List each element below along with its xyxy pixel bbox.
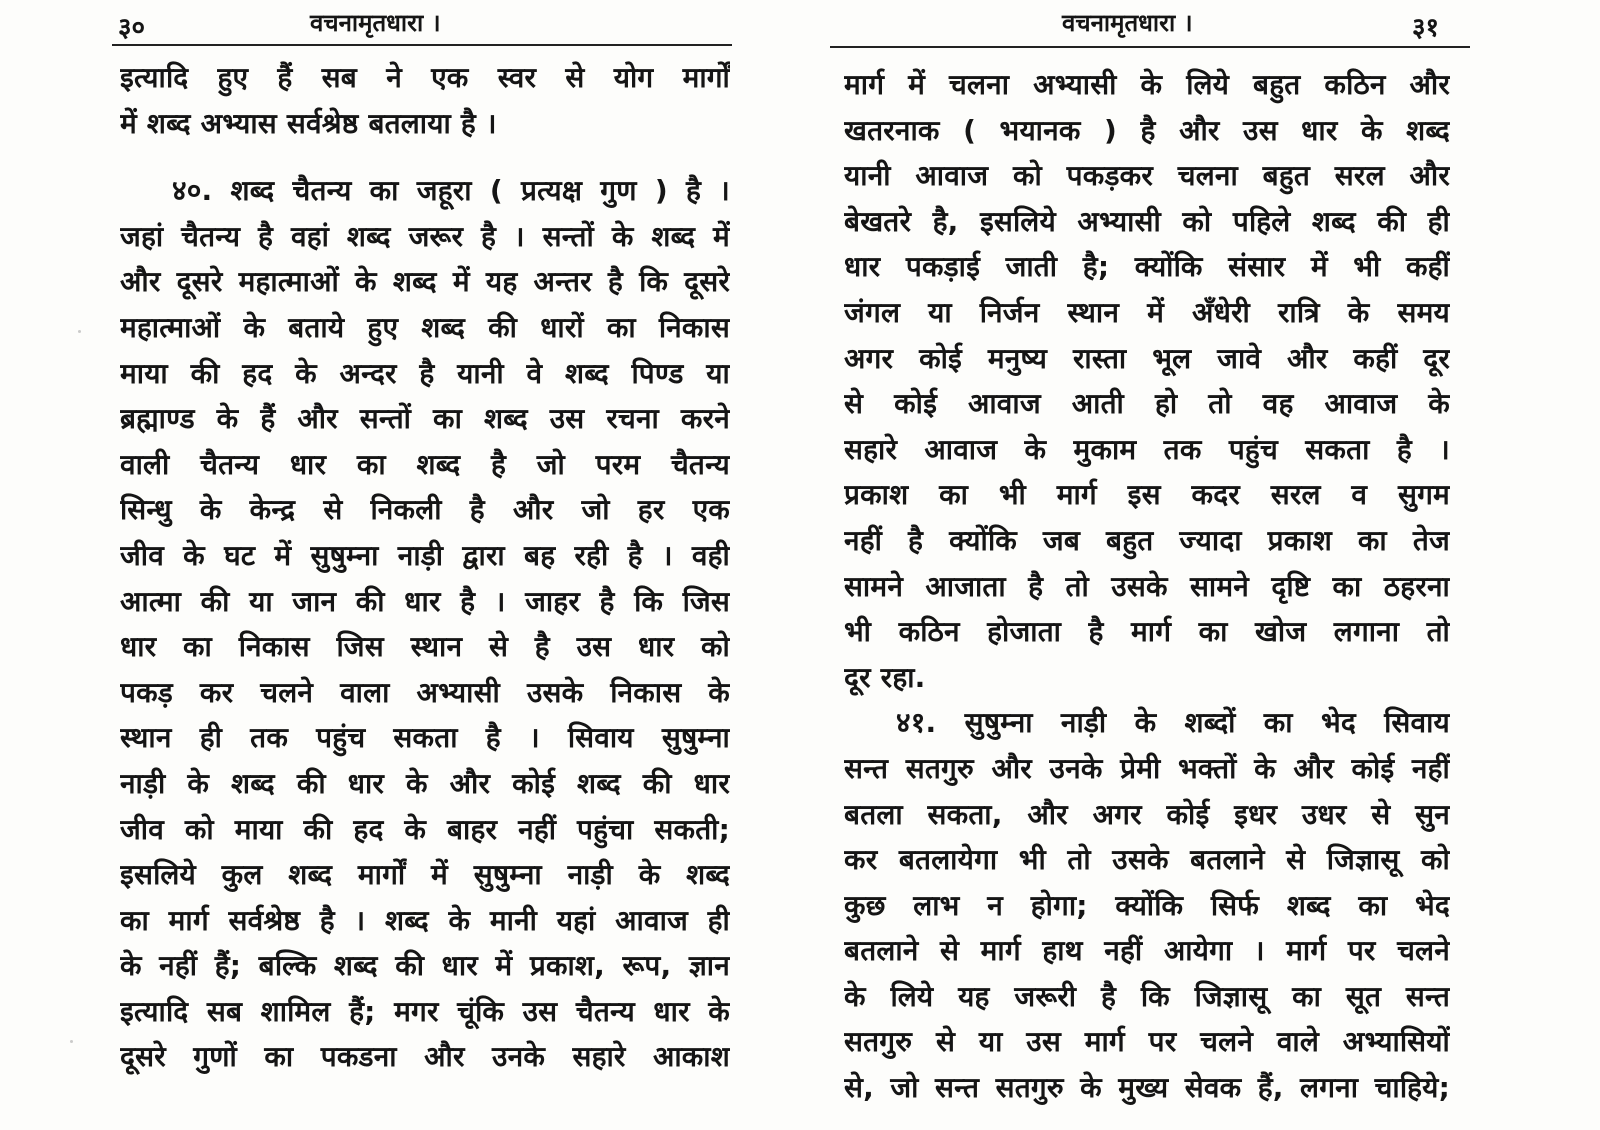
page-number: ३१ [1412,13,1440,43]
text-line: इसलिये कुल शब्द मार्गों में सुषुम्ना नाड़ी के शब्द [120,858,730,892]
text-line: धार पकड़ाई जाती है; क्योंकि संसार में भी कहीं [844,250,1450,284]
header-rule [112,44,732,46]
text-line: जंगल या निर्जन स्थान में अँधेरी रात्रि के समय [844,295,1450,329]
text-line: और दूसरे महात्माओं के शब्द में यह अन्तर है कि दूसरे [120,265,730,299]
running-title: वचनामृतधारा । [1062,9,1193,37]
text-line: बेखतरे है, इसलिये अभ्यासी को पहिले शब्द की ही [844,204,1450,238]
text-line: प्रकाश का भी मार्ग इस कदर सरल व सुगम [844,478,1450,512]
text-line: इत्यादि सब शामिल हैं; मगर चूंकि उस चैतन्य धार के [120,994,730,1028]
text-line: नाड़ी के शब्द की धार के और कोई शब्द की धार [120,766,730,800]
body-text [844,62,1450,1111]
text-line: सन्त सतगुरु और उनके प्रेमी भक्तों के और कोई नहीं [844,751,1450,785]
text-line: जहां चैतन्य है वहां शब्द जरूर है । सन्तों के शब्द में [120,219,730,253]
text-line: ४१. सुषुम्ना नाड़ी के शब्दों का भेद सिवाय [896,706,1450,740]
text-line: इत्यादि हुए हैं सब ने एक स्वर से योग मार्गों [120,61,730,94]
text-line: का मार्ग सर्वश्रेष्ठ है । शब्द के मानी यहां आवाज ही [120,903,730,937]
text-line: कर बतलायेगा भी तो उसके बतलाने से जिज्ञासू को [844,843,1450,877]
scan-speck [70,1040,73,1043]
text-line: ब्रह्माण्ड के हैं और सन्तों का शब्द उस रचना करने [120,402,730,436]
text-line: जीव को माया की हद के बाहर नहीं पहुंचा सकती; [120,812,730,846]
text-line: जीव के घट में सुषुम्ना नाड़ी द्वारा बह रही है । वही [120,538,730,572]
text-line: से कोई आवाज आती हो तो वह आवाज के [844,387,1450,421]
text-line: में शब्द अभ्यास सर्वश्रेष्ठ बतलाया है । [120,106,497,140]
scan-speck [78,330,81,333]
page-number: ३० [118,13,146,43]
text-line: स्थान ही तक पहुंच सकता है । सिवाय सुषुम्ना [120,721,730,755]
text-line: सिन्धु के केन्द्र से निकली है और जो हर एक [120,493,730,527]
text-line: दूसरे गुणों का पकडना और उनके सहारे आकाश [120,1040,730,1074]
text-line: सतगुरु से या उस मार्ग पर चलने वाले अभ्यासियों [844,1025,1450,1059]
text-line: अगर कोई मनुष्य रास्ता भूल जावे और कहीं दूर [844,341,1450,375]
text-line: आत्मा की या जान की धार है । जाहर है कि जिस [120,584,730,618]
text-line: नहीं है क्योंकि जब बहुत ज्यादा प्रकाश का तेज [844,523,1450,557]
text-line: पकड़ कर चलने वाला अभ्यासी उसके निकास के [120,675,730,709]
text-line: महात्माओं के बताये हुए शब्द की धारों का निकास [120,310,730,344]
text-line: धार का निकास जिस स्थान से है उस धार को [120,630,730,664]
text-line: बतलाने से मार्ग हाथ नहीं आयेगा । मार्ग पर चलने [844,934,1450,968]
text-line: ४०. शब्द चैतन्य का जहूरा ( प्रत्यक्ष गुण ) है । [172,174,730,208]
text-line: कुछ लाभ न होगा; क्योंकि सिर्फ शब्द का भेद [844,888,1450,922]
text-line: बतला सकता, और अगर कोई इधर उधर से सुन [844,797,1450,831]
right-page [800,0,1600,1130]
text-line: भी कठिन होजाता है मार्ग का खोज लगाना तो [844,615,1450,649]
text-line: यानी आवाज को पकड़कर चलना बहुत सरल और [844,159,1450,193]
text-line: माया की हद के अन्दर है यानी वे शब्द पिण्ड या [120,356,730,390]
text-line: से, जो सन्त सतगुरु के मुख्य सेवक हैं, लगना चाहिये; [844,1071,1450,1105]
text-line: के लिये यह जरूरी है कि जिज्ञासू का सूत सन्त [844,979,1450,1013]
text-line: दूर रहा. [844,660,926,694]
text-line: सहारे आवाज के मुकाम तक पहुंच सकता है । [844,432,1450,466]
text-line: मार्ग में चलना अभ्यासी के लिये बहुत कठिन और [844,68,1450,101]
text-line: वाली चैतन्य धार का शब्द है जो परम चैतन्य [120,447,730,481]
body-text [120,55,730,1080]
header-rule [830,46,1470,48]
running-title: वचनामृतधारा । [310,9,441,37]
text-line: के नहीं हैं; बल्कि शब्द की धार में प्रकाश, रूप, ज्ञान [120,949,730,983]
text-line: खतरनाक ( भयानक ) है और उस धार के शब्द [844,113,1450,147]
text-line: सामने आजाता है तो उसके सामने दृष्टि का ठहरना [844,569,1450,603]
